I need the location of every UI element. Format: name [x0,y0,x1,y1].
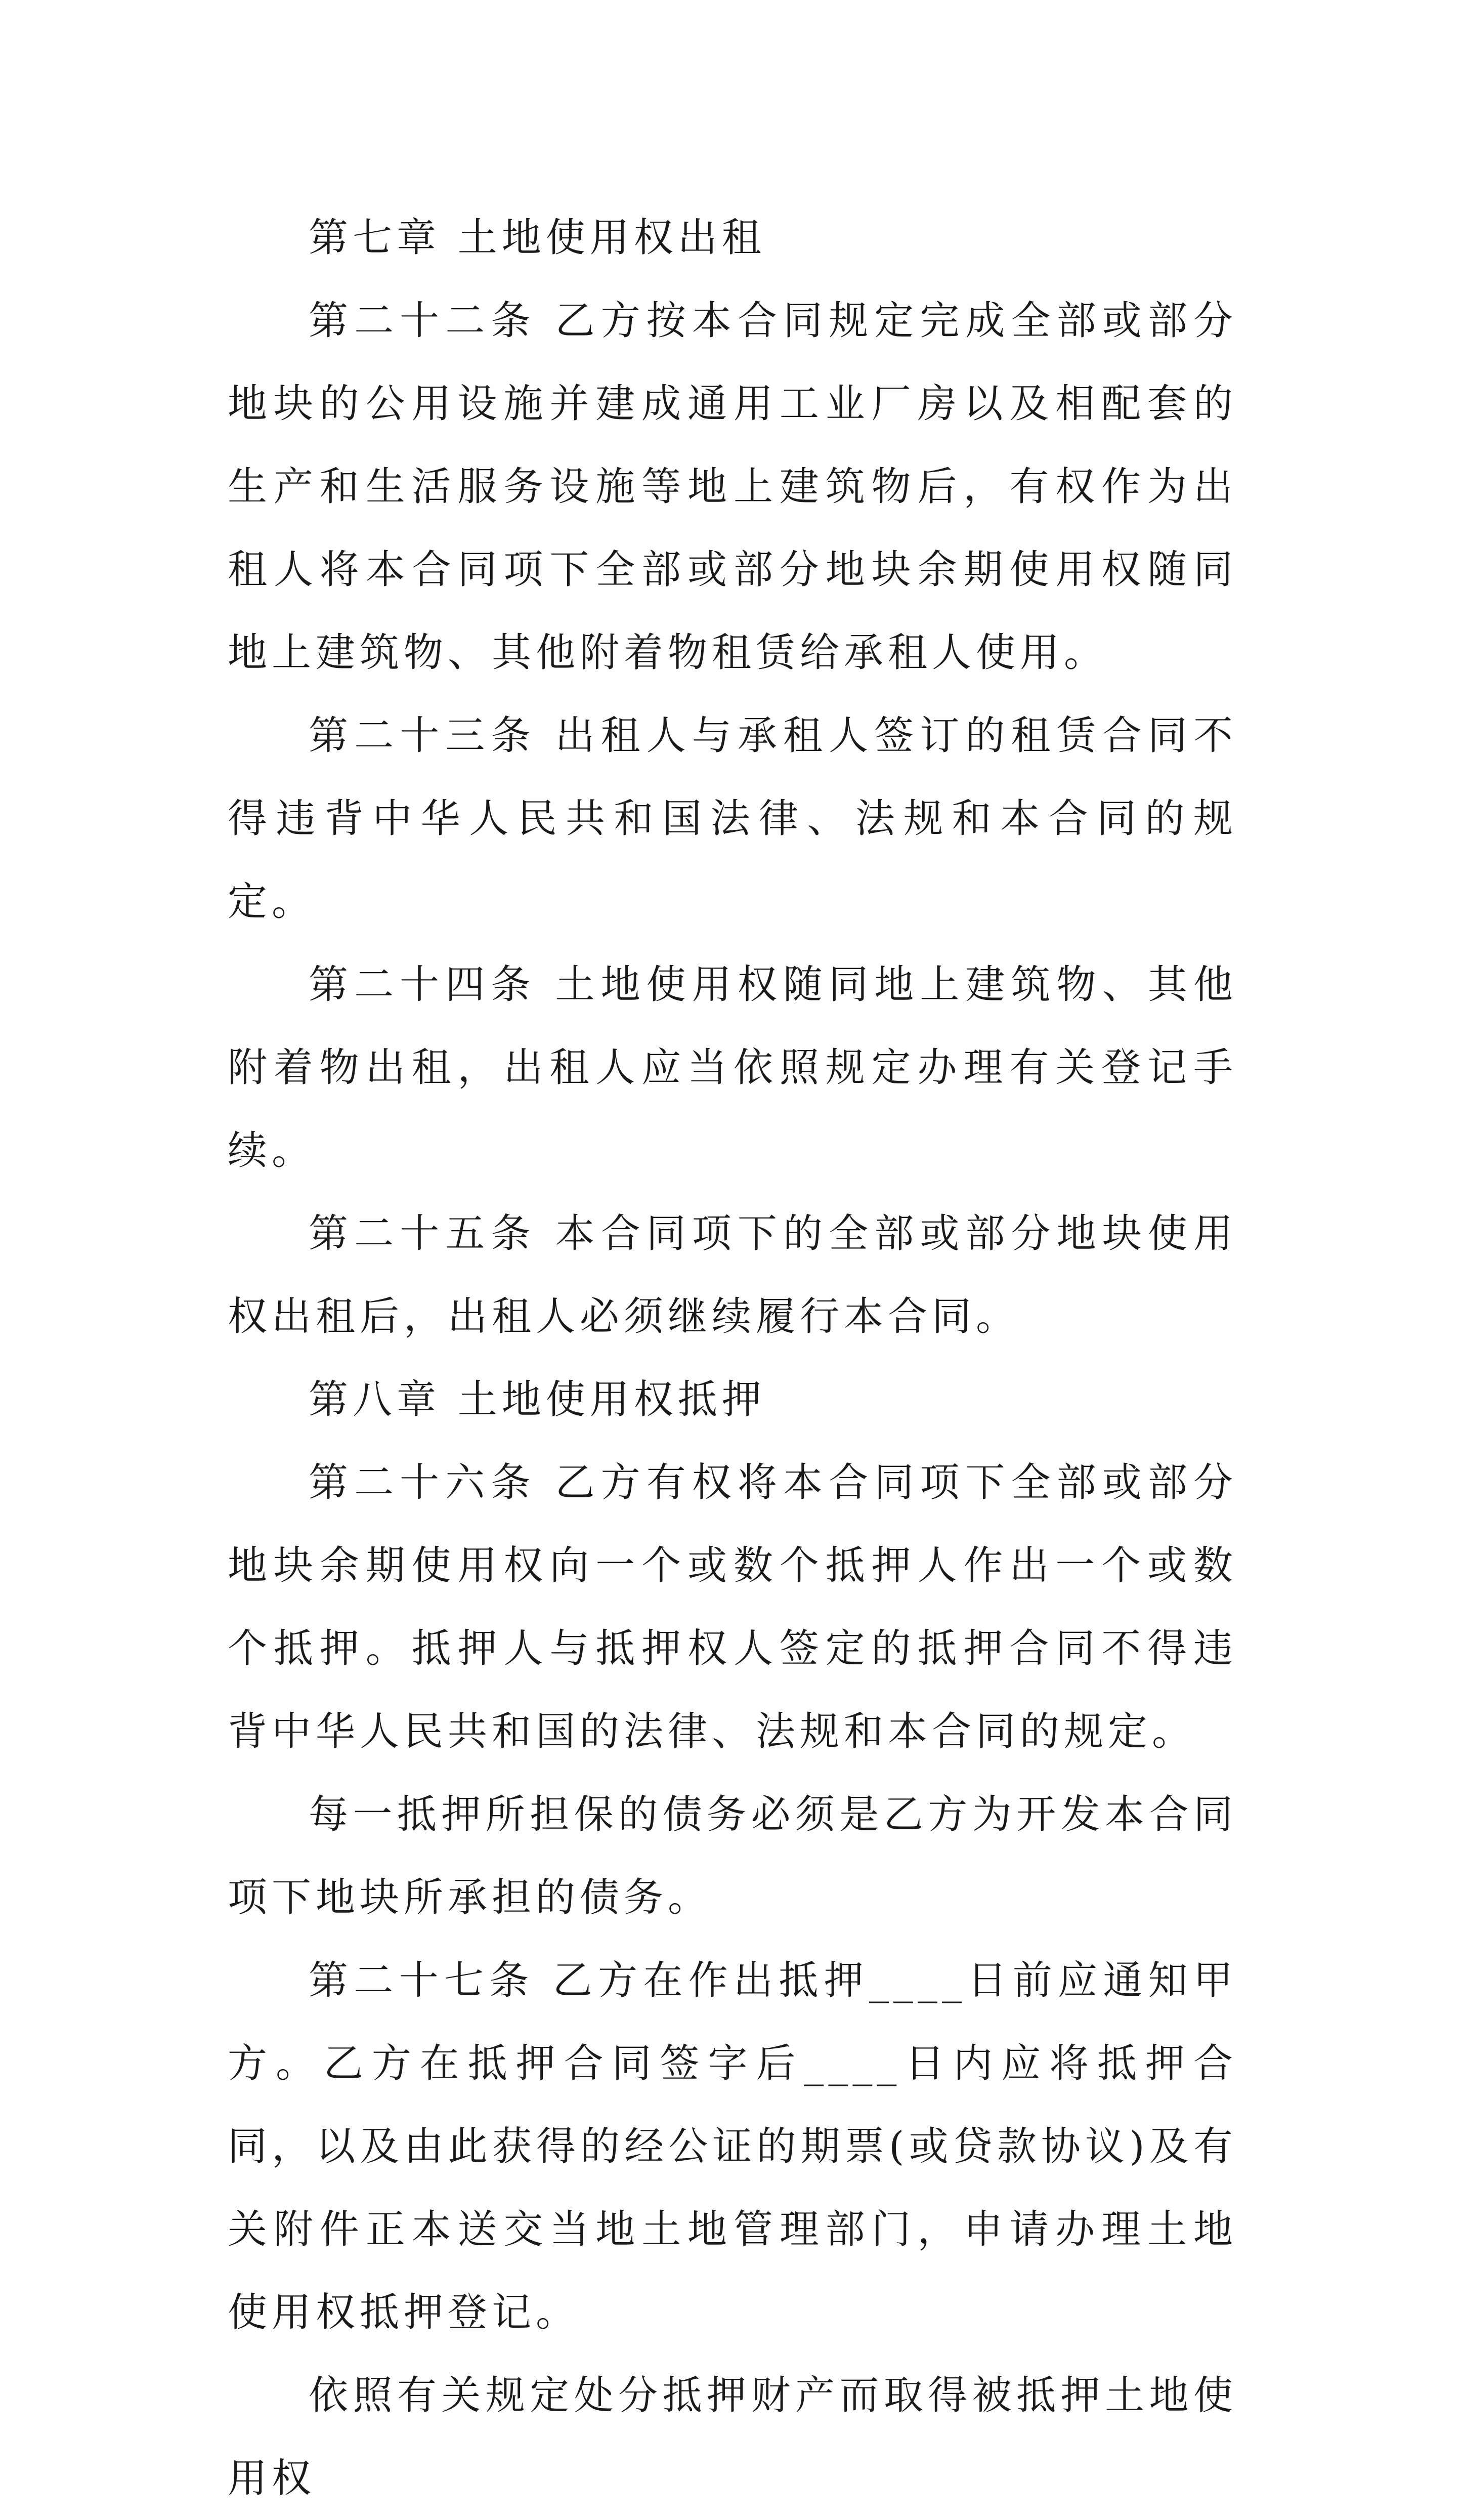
article-paragraph: 每一抵押所担保的债务必须是乙方为开发本合同项下地块所承担的债务。 [228,1792,1237,1920]
document-body [228,196,1237,2520]
article-paragraph: 第二十三条 出租人与承租人签订的租赁合同不得违背中华人民共和国法律、法规和本合同的规定。 [228,713,1237,925]
article-paragraph: 第二十七条 乙方在作出抵押____日前应通知甲方。乙方在抵押合同签字后____日内应将抵押合同，以及由此获得的经公证的期票(或贷款协议)及有关附件正本送交当地土地管理部门，申请办理土地使用权抵押登记。 [228,1958,1237,2335]
article-paragraph: 第二十四条 土地使用权随同地上建筑物、其他附着物出租，出租人应当依照规定办理有关登记手续。 [228,962,1237,1173]
chapter-heading: 第七章 土地使用权出租 [309,215,766,261]
article-paragraph: 第二十六条 乙方有权将本合同项下全部或部分地块余期使用权向一个或数个抵押人作出一个或数个抵押。抵押人与抵押权人签定的抵押合同不得违背中华人民共和国的法律、法规和本合同的规定。 [228,1460,1237,1754]
article-paragraph: 第二十五条 本合同项下的全部或部分地块使用权出租后，出租人必须继续履行本合同。 [228,1211,1237,1339]
article-paragraph: 第二十二条 乙方按本合同规定完成全部或部分地块的公用设施并建成通用工业厂房以及相配套的生产和生活服务设施等地上建筑物后，有权作为出租人将本合同项下全部或部分地块余期使用权随同地上建筑物、其他附着物租赁给承租人使用。 [228,298,1237,676]
article-paragraph: 依照有关规定处分抵押财产而取得被抵押土地使用权 [228,2373,1237,2501]
chapter-heading: 第八章 土地使用权抵押 [309,1377,766,1422]
